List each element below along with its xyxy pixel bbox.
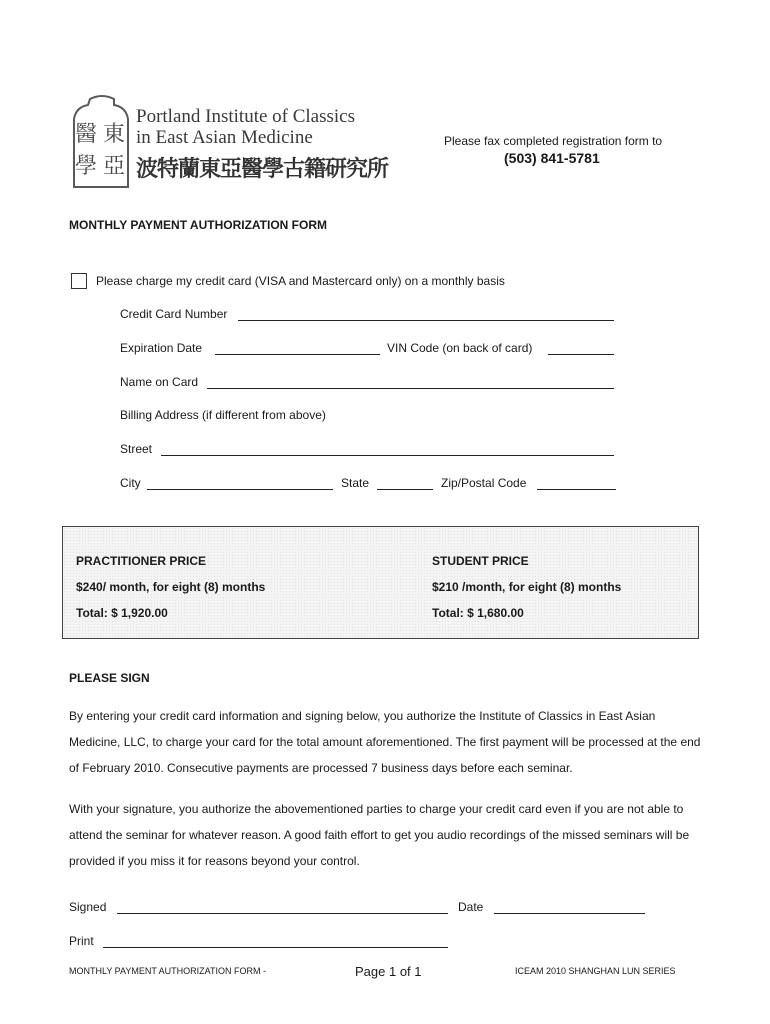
student-price-heading: STUDENT PRICE: [432, 554, 529, 568]
date-field[interactable]: [494, 899, 645, 914]
fax-instruction: Please fax completed registration form to: [444, 134, 663, 148]
date-label: Date: [458, 900, 484, 914]
svg-text:醫: 醫: [74, 122, 98, 147]
card-number-label: Credit Card Number: [120, 307, 228, 321]
card-number-field[interactable]: [238, 306, 614, 321]
fax-number: (503) 841-5781: [504, 150, 600, 166]
footer-form-name: MONTHLY PAYMENT AUTHORIZATION FORM -: [69, 966, 267, 976]
expiration-label: Expiration Date: [120, 341, 203, 355]
print-field[interactable]: [103, 933, 448, 948]
signed-label: Signed: [69, 900, 107, 914]
vin-label: VIN Code (on back of card): [387, 341, 533, 355]
form-title: MONTHLY PAYMENT AUTHORIZATION FORM: [69, 218, 327, 232]
name-on-card-label: Name on Card: [120, 375, 199, 389]
authorization-paragraph: By entering your credit card information and signing below, you authorize the Institute of Classics in East Asian Medicine, LLC, to charge your card for the total amount aforementioned. The first payment will be processed at the end of February 2010. Consecutive payments are processed 7 business days before each seminar.: [69, 709, 701, 775]
expiration-field[interactable]: [215, 340, 380, 355]
street-label: Street: [120, 442, 153, 456]
vin-field[interactable]: [548, 340, 614, 355]
svg-text:學: 學: [74, 154, 98, 179]
student-rate: $210 /month, for eight (8) months: [432, 580, 622, 594]
state-label: State: [341, 476, 370, 490]
practitioner-total: Total: $ 1,920.00: [76, 606, 168, 620]
signed-field[interactable]: [117, 899, 448, 914]
city-field[interactable]: [147, 475, 333, 490]
page-number: Page 1 of 1: [355, 964, 422, 979]
svg-text:東: 東: [102, 122, 126, 147]
print-label: Print: [69, 934, 94, 948]
seal-icon: [68, 93, 136, 193]
name-on-card-field[interactable]: [207, 374, 614, 389]
logo-name-line1: Portland Institute of Classics: [136, 106, 356, 127]
street-field[interactable]: [161, 441, 614, 456]
billing-address-label: Billing Address (if different from above): [120, 408, 326, 422]
practitioner-price-heading: PRACTITIONER PRICE: [76, 554, 207, 568]
charge-card-checkbox[interactable]: [71, 273, 87, 289]
zip-field[interactable]: [537, 475, 616, 490]
city-label: City: [120, 476, 141, 490]
state-field[interactable]: [377, 475, 433, 490]
please-sign-heading: PLEASE SIGN: [69, 671, 150, 685]
footer-series: ICEAM 2010 SHANGHAN LUN SERIES: [515, 966, 676, 976]
signature-paragraph: With your signature, you authorize the abovementioned parties to charge your credit card even if you are not able to attend the seminar for whatever reason. A good faith effort to get you audio recordings of the missed seminars will be provided if you miss it for reasons beyond your control.: [69, 802, 690, 868]
logo-chinese-name: 波特蘭東亞醫學古籍研究所: [136, 157, 389, 182]
charge-card-label: Please charge my credit card (VISA and Mastercard only) on a monthly basis: [96, 274, 505, 288]
logo-name-line2: in East Asian Medicine: [136, 127, 313, 148]
zip-label: Zip/Postal Code: [441, 476, 527, 490]
svg-text:亞: 亞: [102, 154, 126, 179]
practitioner-rate: $240/ month, for eight (8) months: [76, 580, 266, 594]
student-total: Total: $ 1,680.00: [432, 606, 524, 620]
